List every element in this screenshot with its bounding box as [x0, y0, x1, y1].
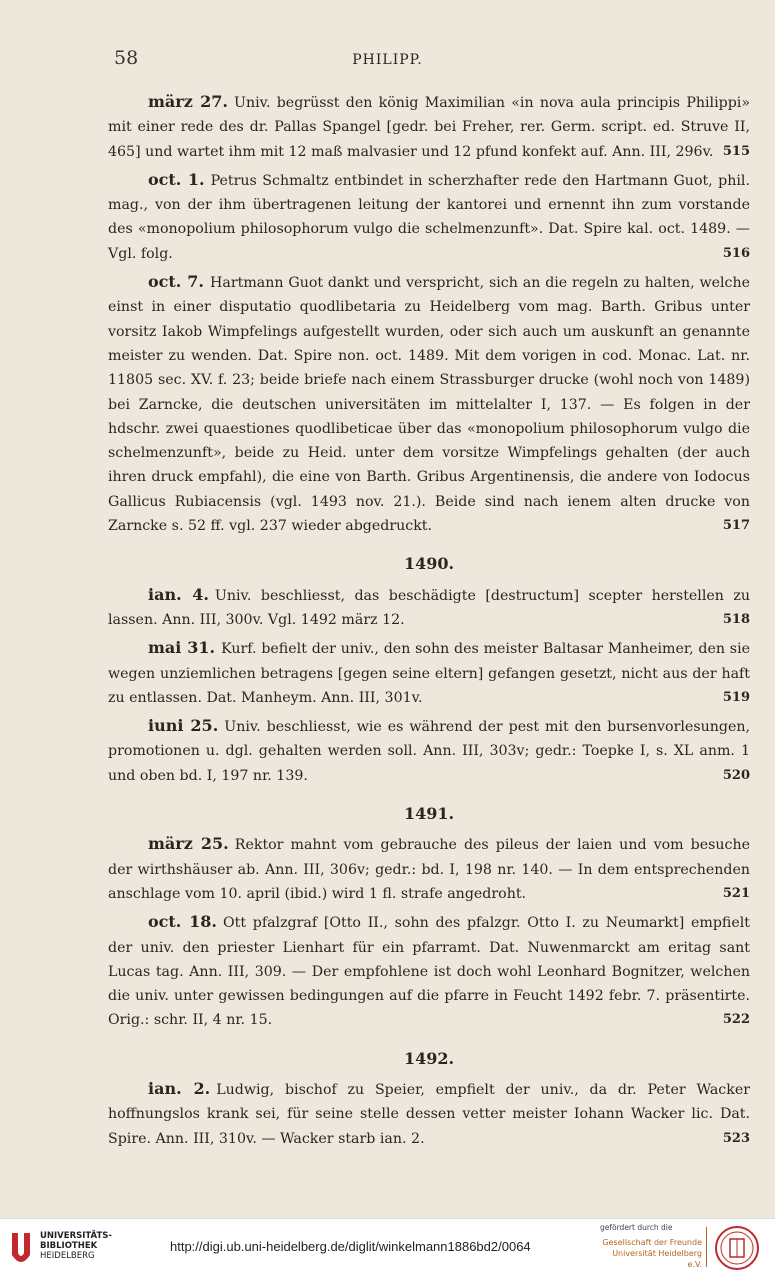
- entry-number: 519: [722, 689, 750, 705]
- entry: [108, 270, 750, 538]
- entry-number: 516: [722, 245, 750, 261]
- library-name: [40, 1231, 112, 1261]
- entry-date: ian. 2.: [148, 1078, 211, 1098]
- entry-date: ian. 4.: [148, 584, 209, 604]
- footer-divider: [706, 1227, 707, 1267]
- entry-number: 522: [722, 1012, 750, 1028]
- entry-date: oct. 1.: [148, 169, 205, 189]
- page-number: 58: [114, 47, 139, 69]
- entry-date: oct. 18.: [148, 912, 217, 932]
- funded-by-label: gefördert durch die: [600, 1223, 673, 1232]
- entry: [108, 910, 750, 1032]
- entry-text: Univ. beschliesst, wie es während der pest mit den bursenvorlesungen, promotionen u. dgl. gehalten werden soll. Ann. III, 303v; gedr.: Toepke I, s. XL anm. 1 und oben bd. I, 197 nr. 139.: [108, 719, 750, 784]
- entry-text: Petrus Schmaltz entbindet in scherzhafter rede den Hartmann Guot, phil. mag., von der ihm übertragenen leitung der kantorei und ernennt ihn zum vorstande des «monopolium philosophorum vulgo die schelmenzunft». Dat. Spire kal. oct. 1489. — Vgl. folg.: [108, 172, 750, 262]
- entry-number: 520: [722, 767, 750, 783]
- university-seal-icon: [714, 1225, 760, 1271]
- entries-before: [108, 90, 750, 538]
- entry-text: Rektor mahnt vom gebrauche des pileus der laien und vom besuche der wirthshäuser ab. Ann. III, 306v; gedr.: bd. I, 198 nr. 140. — In dem entsprechenden anschlage vom 10. april (ibid.) wird 1 fl. strafe angedroht.: [108, 837, 751, 902]
- entries-1491: [108, 832, 750, 1032]
- entry-text: Ott pfalzgraf [Otto II., sohn des pfalzgr. Otto I. zu Neumarkt] empfielt der univ. den priester Lienhart für ein pfarramt. Dat. Nuwenmarckt am eritag sant Lucas tag. Ann. III, 309. — Der empfohlene ist doch wohl Leonhard Bognitzer, welchen die univ. unter gewissen bedingungen auf die pfarre in Feucht 1492 febr. 7. präsentirte. Orig.: schr. II, 4 nr. 15.: [108, 915, 750, 1029]
- entry: [108, 636, 750, 710]
- entry-text: Hartmann Guot dankt und verspricht, sich an die regeln zu halten, welche einst in einer disputatio quodlibetaria zu Heidelberg vom mag. Barth. Gribus unter vorsitz Iakob Wimpfelings aufgestellt wurden, oder sich auch um auskunft an genannte meister zu wenden. Dat. Spire non. oct. 1489. Mit dem vorigen in cod. Monac. Lat. nr. 11805 sec. XV. f. 23; beide briefe nach einem Strassburger drucke (wohl noch von 1489) bei Zarncke, die deutschen universitäten im mittelalter I, 137. — Es folgen in der hdschr. zwei quaestiones quodlibeticae über das «monopolium philosophorum vulgo die schelmenzunft», beide zu Heid. unter dem vorsitze Wimpfelings gehalten (der auch ihren druck empfahl), die eine von Barth. Gribus Argentinensis, die andere von Iodocus Gallicus Rubiacensis (vgl. 1493 nov. 21.). Beide sind nach ienem alten drucke von Zarncke s. 52 ff. vgl. 237 wieder abgedruckt.: [108, 275, 750, 535]
- entry-date: mai 31.: [148, 638, 216, 658]
- entry: [108, 1077, 750, 1151]
- entry-text: Univ. beschliesst, das beschädigte [destructum] scepter herstellen zu lassen. Ann. III, 300v. Vgl. 1492 märz 12.: [108, 587, 751, 628]
- entry-number: 518: [722, 611, 750, 627]
- entry-date: iuni 25.: [148, 716, 219, 736]
- entries-1490: [108, 583, 750, 788]
- running-title: PHILIPP.: [352, 52, 423, 68]
- funder-line-1: Gesellschaft der Freunde: [602, 1238, 702, 1247]
- entry-text: Kurf. befielt der univ., den sohn des meister Baltasar Manheimer, den sie wegen unziemlichen betragens [gegen seine eltern] gefangen gesetzt, nicht aus der haft zu entlassen. Dat. Manheym. Ann. III, 301v.: [108, 641, 751, 706]
- entry: [108, 168, 750, 266]
- year-heading-1491: 1491.: [403, 804, 455, 824]
- entry-number: 515: [722, 143, 750, 159]
- library-line-1: UNIVERSITÄTS-: [40, 1231, 112, 1241]
- body-text: [108, 90, 750, 1155]
- funder-line-2: Universität Heidelberg e.V.: [612, 1249, 702, 1269]
- ub-logo-icon: [8, 1229, 34, 1265]
- year-heading-1490: 1490.: [403, 554, 455, 574]
- year-heading-1492: 1492.: [403, 1048, 455, 1068]
- entry-text: Ludwig, bischof zu Speier, empfielt der univ., da dr. Peter Wacker hoffnungslos krank sei, für seine stelle dessen vetter meister Iohann Wacker lic. Dat. Spire. Ann. III, 310v. — Wacker starb ian. 2.: [108, 1081, 751, 1147]
- entry: [108, 714, 750, 788]
- entry: [108, 90, 750, 164]
- entry-number: 521: [722, 885, 750, 901]
- entry-date: märz 25.: [148, 834, 229, 854]
- entries-1492: [108, 1077, 750, 1151]
- library-line-3: HEIDELBERG: [40, 1251, 95, 1261]
- entry-text: Univ. begrüsst den könig Maximilian «in nova aula principis Philippi» mit einer rede des dr. Pallas Spangel [gedr. bei Freher, rer. Germ. script. ed. Struve II, 465] und wartet ihm mit 12 maß malvasier und 12 pfund konfekt auf. Ann. III, 296v.: [108, 95, 751, 160]
- entry: [108, 583, 750, 633]
- entry-number: 517: [722, 518, 750, 534]
- footer-bar: [0, 1218, 775, 1275]
- library-line-2: BIBLIOTHEK: [40, 1241, 98, 1251]
- permalink-url[interactable]: http://digi.ub.uni-heidelberg.de/diglit/winkelmann1886bd2/0064: [170, 1239, 531, 1254]
- funder-name: [600, 1237, 702, 1270]
- entry: [108, 832, 750, 906]
- entry-date: oct. 7.: [148, 272, 204, 292]
- entry-number: 523: [722, 1130, 750, 1146]
- entry-date: märz 27.: [148, 92, 228, 111]
